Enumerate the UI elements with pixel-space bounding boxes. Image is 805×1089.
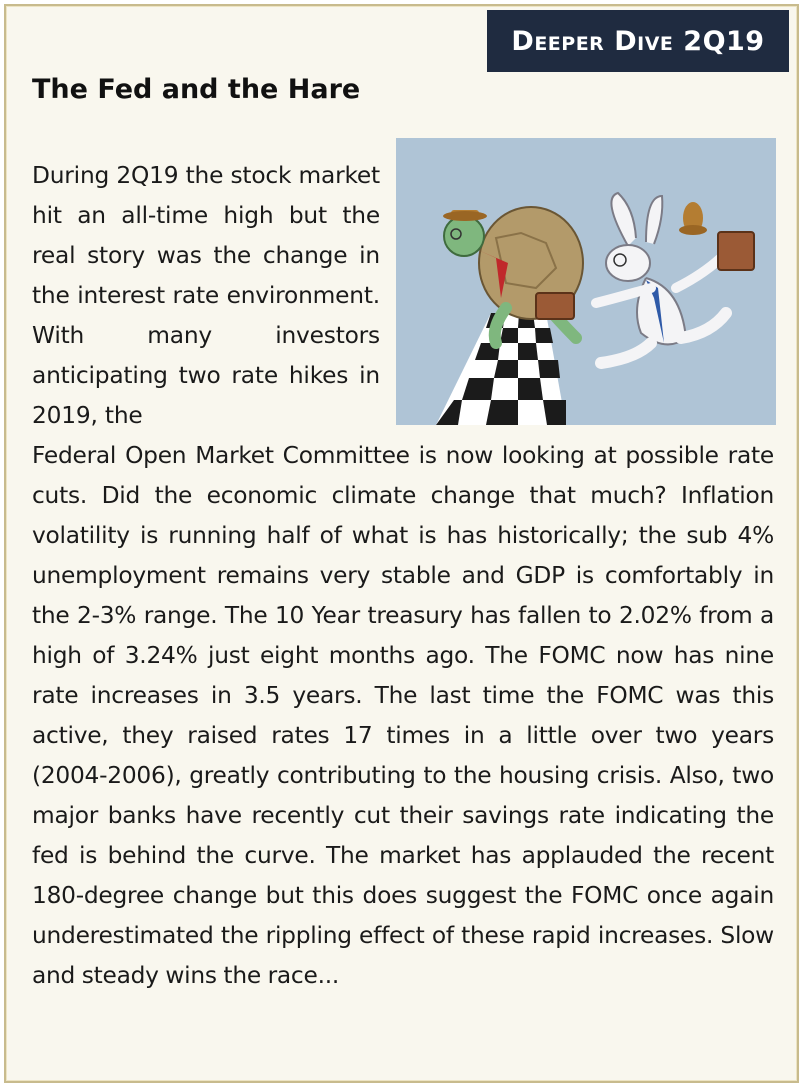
section-badge: Deeper Dive 2Q19 xyxy=(487,10,789,72)
hare-icon xyxy=(596,193,754,363)
newsletter-panel xyxy=(4,4,799,1083)
article-body-text: Federal Open Market Committee is now looking at possible rate cuts. Did the economic climate change that much? Inflation volatility is running half of what is has historically; the sub 4% unemployment remains very stable and GDP is comfortably in the 2-3% range. The 10 Year treasury has fallen to 2.02% from a high of 3.24% just eight months ago. The FOMC now has nine rate increases in 3.5 years. The last time the FOMC was this active, they raised rates 17 times in a little over two years (2004-2006), greatly contributing to the housing crisis. Also, two major banks have recently cut their savings rate indicating the fed is behind the curve. The market has applauded the recent 180-degree change but this does suggest the FOMC once again underestimated the rippling effect of these rapid increases. Slow and steady wins the race... xyxy=(32,442,774,989)
tortoise-and-hare-racing-icon xyxy=(396,138,776,425)
tortoise-and-hare-illustration xyxy=(396,138,776,425)
article-intro-text: During 2Q19 the stock market hit an all-time high but the real story was the change in the interest rate environment. With many investors anticipating two rate hikes in 2019, the xyxy=(32,162,380,429)
article-title: The Fed and the Hare xyxy=(32,74,361,105)
